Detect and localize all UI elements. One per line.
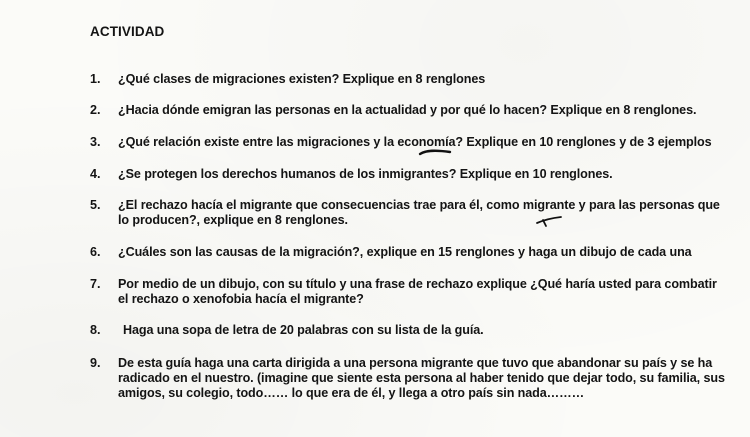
question-number: 4. <box>90 167 101 181</box>
question-number: 9. <box>90 356 101 370</box>
question-number: 6. <box>90 245 101 259</box>
question-text: ¿Se protegen los derechos humanos de los inmigrantes? Explique en 10 renglones. <box>118 167 613 181</box>
question-text: ¿Qué clases de migraciones existen? Explique en 8 renglones <box>118 72 486 86</box>
page-title: ACTIVIDAD <box>90 24 165 39</box>
question-number: 1. <box>90 72 101 86</box>
question-5 <box>90 198 730 228</box>
question-number: 7. <box>90 277 101 291</box>
question-6 <box>90 245 730 260</box>
question-2 <box>90 103 730 118</box>
question-text: ¿Qué relación existe entre las migraciones y la economía? Explique en 10 renglones y de 3 ejemplos <box>118 135 712 149</box>
question-9 <box>90 356 730 401</box>
question-7 <box>90 277 730 307</box>
question-4 <box>90 167 730 182</box>
question-text: ¿Cuáles son las causas de la migración?, explique en 15 renglones y haga un dibujo de cada una <box>118 245 692 259</box>
question-text: ¿Hacia dónde emigran las personas en la actualidad y por qué lo hacen? Explique en 8 renglones. <box>118 103 697 117</box>
question-8 <box>90 323 730 338</box>
question-text: Haga una sopa de letra de 20 palabras con su lista de la guía. <box>123 323 484 337</box>
question-3 <box>90 135 730 150</box>
question-1 <box>90 72 730 87</box>
question-text: Por medio de un dibujo, con su título y una frase de rechazo explique ¿Qué haría usted para combatir el rechazo o xenofobia hacía el migrante? <box>118 277 717 306</box>
question-text: De esta guía haga una carta dirigida a una persona migrante que tuvo que abandonar su país y se ha radicado en el nuestro. (imagine que siente esta persona al haber tenido que dejar todo, su familia, sus amigos, su colegio, todo…… lo que era de él, y llega a otro país sin nada……… <box>118 356 725 400</box>
question-number: 5. <box>90 198 101 212</box>
question-number: 3. <box>90 135 101 149</box>
question-text: ¿El rechazo hacía el migrante que consecuencias trae para él, como migrante y para las personas que lo producen?, explique en 8 renglones. <box>118 198 720 227</box>
question-number: 8. <box>90 323 101 337</box>
question-number: 2. <box>90 103 101 117</box>
